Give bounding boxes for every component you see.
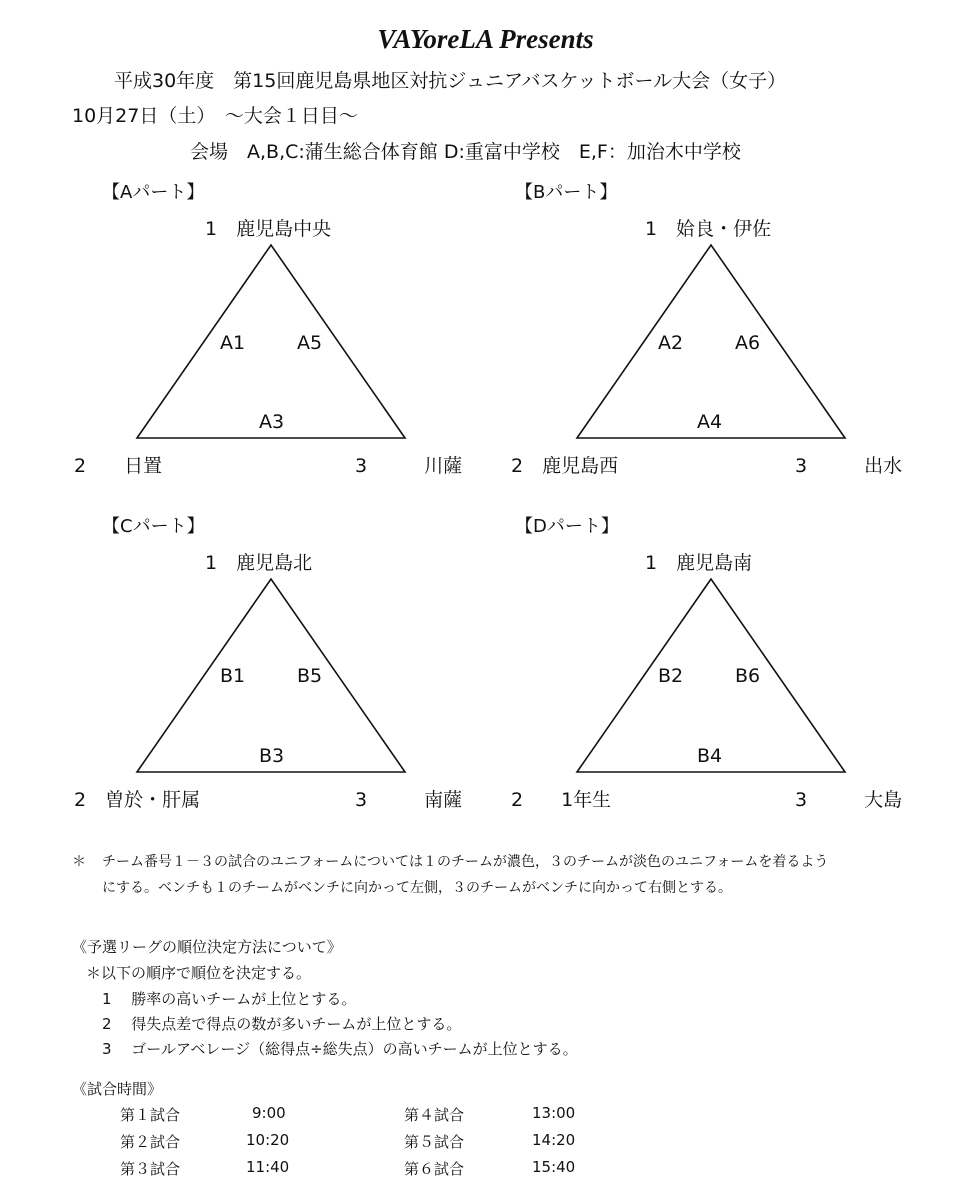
top-team: 1 鹿児島南 [645,552,753,574]
schedule-game: 第２試合 [120,1133,181,1151]
edge-label-bottom: B4 [697,745,723,767]
ranking-heading: 《予選リーグの順位決定方法について》 [72,938,342,956]
edge-label-right: A6 [735,332,761,354]
note-line: チーム番号１－３の試合のユニフォームについては１のチームが濃色，３のチームが淡色のユニフォームを着るよう [102,854,829,870]
ranking-item: 2 得失点差で得点の数が多いチームが上位とする。 [102,1015,462,1033]
schedule-heading: 《試合時間》 [72,1080,163,1098]
schedule-time: 9:00 [252,1104,286,1122]
schedule-game: 第４試合 [404,1106,465,1124]
schedule-time: 11:40 [246,1158,290,1176]
venue-info: 会場 A,B,C:蒲生総合体育館 D:重富中学校 E,F：加治木中学校 [190,141,741,163]
edge-label-left: A2 [658,332,684,354]
edge-label-right: B5 [297,665,323,687]
left-team: 2 1年生 [511,789,612,811]
edge-label-bottom: B3 [259,745,285,767]
edge-label-bottom: A3 [259,411,285,433]
top-team: 1 鹿児島中央 [205,218,332,240]
ranking-intro: ＊以下の順序で順位を決定する。 [86,964,312,982]
part-label: 【Cパート】 [102,516,205,537]
edge-label-bottom: A4 [697,411,723,433]
schedule-time: 10:20 [246,1131,290,1149]
note-mark: ＊ [72,854,86,870]
top-team: 1 姶良・伊佐 [645,218,772,240]
schedule-time: 14:20 [532,1131,576,1149]
schedule-game: 第１試合 [120,1106,181,1124]
edge-label-right: A5 [297,332,323,354]
schedule-game: 第３試合 [120,1160,181,1178]
edge-label-left: A1 [220,332,246,354]
left-team: 2 日置 [74,455,163,477]
edge-label-right: B6 [735,665,761,687]
right-team: 3 大島 [795,789,903,811]
part-label: 【Aパート】 [102,182,205,203]
top-team: 1 鹿児島北 [205,552,313,574]
ranking-item: 3 ゴールアベレージ（総得点÷総失点）の高いチームが上位とする。 [102,1040,578,1058]
right-team: 3 出水 [795,455,903,477]
part-label: 【Dパート】 [515,516,619,537]
edge-label-left: B1 [220,665,246,687]
note-line: にする。ベンチも１のチームがベンチに向かって左側，３のチームがベンチに向かって右側とする。 [102,880,732,896]
event-date: 10月27日（土） ～大会１日目～ [72,105,358,127]
left-team: 2 曽於・肝属 [74,789,201,811]
part-label: 【Bパート】 [515,182,618,203]
right-team: 3 川薩 [355,455,463,477]
edge-label-left: B2 [658,665,684,687]
right-team: 3 南薩 [355,789,463,811]
ranking-item: 1 勝率の高いチームが上位とする。 [102,990,357,1008]
schedule-game: 第６試合 [404,1160,465,1178]
left-team: 2 鹿児島西 [511,455,619,477]
brand-title: VAYoreLA Presents [377,24,594,54]
schedule-game: 第５試合 [404,1133,465,1151]
schedule-time: 13:00 [532,1104,576,1122]
tournament-title: 平成30年度 第15回鹿児島県地区対抗ジュニアバスケットボール大会（女子） [114,70,787,92]
schedule-time: 15:40 [532,1158,576,1176]
